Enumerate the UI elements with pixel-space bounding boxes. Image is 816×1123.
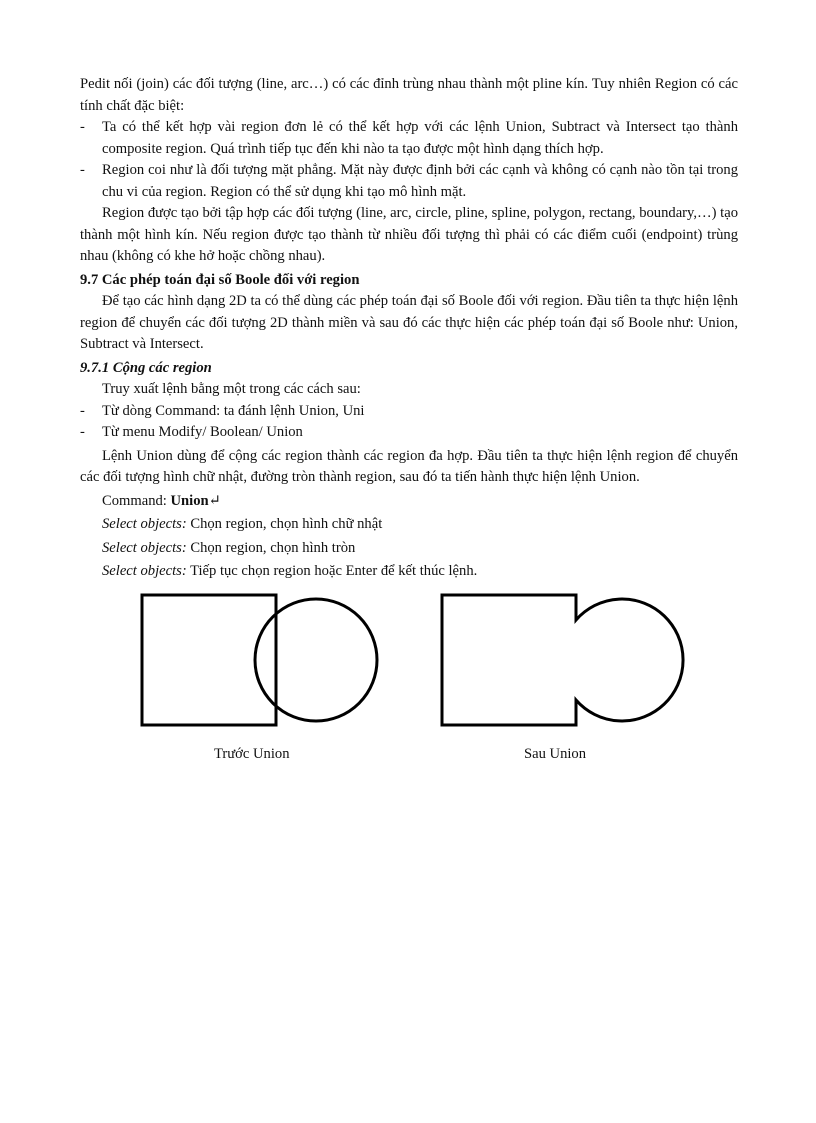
prompt-text: Chọn region, chọn hình chữ nhật bbox=[186, 516, 383, 532]
page-content bbox=[80, 74, 738, 583]
bullet-item bbox=[80, 160, 738, 203]
prompt-line bbox=[80, 514, 738, 536]
method-text: Từ menu Modify/ Boolean/ Union bbox=[102, 424, 303, 440]
section-9-7-paragraph: Để tạo các hình dạng 2D ta có thể dùng các phép toán đại số Boole đối với region. Đầu tiên ta thực hiện lệnh region để chuyển các đối tượng 2D thành miền và sau đó các thực hiện các phép toán đại số Boole như: Union, Subtract và Intersect. bbox=[80, 293, 738, 352]
prompt-label: Select objects: bbox=[102, 539, 187, 556]
prompt-text: Chọn region, chọn hình tròn bbox=[186, 539, 356, 556]
method-text: Từ dòng Command: ta đánh lệnh Union, Uni bbox=[102, 402, 365, 419]
section-heading-9-7: 9.7 Các phép toán đại số Boole đối với region bbox=[80, 271, 360, 288]
union-description: Lệnh Union dùng để cộng các region thành các region đa hợp. Đầu tiên ta thực hiện lệnh region để chuyển các đối tượng hình chữ nhật, đường tròn thành region, sau đó ta tiến hành thực hiện lệnh Union. bbox=[80, 447, 738, 485]
union-diagram bbox=[80, 580, 738, 740]
before-union-figure bbox=[142, 595, 377, 725]
bullet-dash: - bbox=[80, 119, 85, 135]
bullet-item bbox=[80, 117, 738, 160]
bullet-dash: - bbox=[80, 424, 85, 440]
command-prefix: Command: bbox=[102, 492, 171, 509]
bullet-text: Region coi như là đối tượng mặt phẳng. Mặt này được định bởi các cạnh và không có cạnh nào tồn tại trong chu vi của region. Region có thể sử dụng khi tạo mô hình mặt. bbox=[102, 162, 738, 200]
before-union-caption: Trước Union bbox=[214, 746, 290, 762]
method-item bbox=[80, 401, 738, 423]
after-union-figure bbox=[442, 595, 683, 725]
enter-symbol: ↵ bbox=[208, 492, 221, 509]
access-methods-intro: Truy xuất lệnh bằng một trong các cách sau: bbox=[102, 381, 361, 397]
prompt-line bbox=[80, 538, 738, 560]
bullet-text: Ta có thể kết hợp vài region đơn lẻ có thể kết hợp với các lệnh Union, Subtract và Intersect tạo thành composite region. Quá trình tiếp tục đến khi nào ta tạo được một hình dạng thích hợp. bbox=[102, 119, 738, 157]
command-name: Union bbox=[170, 492, 209, 509]
union-figures bbox=[80, 580, 738, 780]
prompt-label: Select objects: bbox=[102, 563, 187, 579]
bullet-dash: - bbox=[80, 402, 85, 419]
method-item bbox=[80, 422, 738, 444]
after-union-caption: Sau Union bbox=[524, 746, 587, 762]
section-heading-9-7-1: 9.7.1 Cộng các region bbox=[80, 359, 212, 376]
region-paragraph: Region được tạo bởi tập hợp các đối tượng (line, arc, circle, pline, spline, polygon, rectang, boundary,…) tạo thành một hình kín. Nếu region được tạo thành từ nhiều đối tượng thì phải có các điểm cuối (endpoint) trùng nhau (không có khe hở hoặc chồng nhau). bbox=[80, 205, 738, 264]
circle-shape bbox=[255, 599, 377, 721]
prompt-text: Tiếp tục chọn region hoặc Enter để kết thúc lệnh. bbox=[186, 563, 478, 579]
bullet-dash: - bbox=[80, 162, 85, 178]
prompt-label: Select objects: bbox=[102, 516, 187, 532]
intro-paragraph: Pedit nối (join) các đối tượng (line, arc…) có các đỉnh trùng nhau thành một pline kín. Tuy nhiên Region có các tính chất đặc biệt: bbox=[80, 76, 738, 114]
command-line bbox=[80, 491, 738, 513]
union-outline bbox=[442, 595, 683, 725]
